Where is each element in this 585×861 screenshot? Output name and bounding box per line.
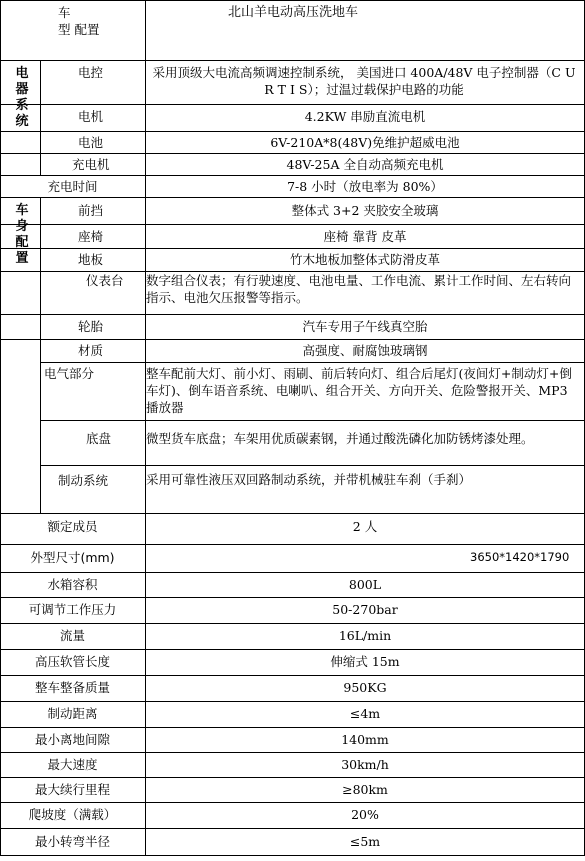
row-label-range: 最大续行里程 (34, 782, 110, 797)
row-value-dashboard: 数字组合仪表；有行驶速度、电池电量、工作电流、累计工作时间、左右转向指示、电池欠压报警等指示。 (146, 273, 572, 305)
row-value-range: ≥80km (342, 782, 388, 797)
group-electrical: 电器系统 (15, 66, 29, 129)
row-label-windshield: 前挡 (78, 203, 104, 218)
row-value-seat: 座椅 靠背 皮革 (323, 229, 407, 244)
row-value-occupants: 2 人 (352, 519, 378, 534)
row-value-tires: 汽车专用子午线真空胎 (302, 319, 428, 334)
row-label-turn-radius: 最小转弯半径 (34, 834, 110, 849)
row-label-gradient: 爬坡度（满载） (28, 807, 117, 822)
row-label-chassis: 底盘 (86, 431, 112, 446)
row-label-occupants: 额定成员 (47, 519, 98, 534)
row-value-gradient: 20% (351, 807, 379, 822)
row-value-hose: 伸缩式 15m (330, 654, 400, 669)
row-value-chassis: 微型货车底盘；车架用优质碳素钢，并通过酸洗磷化加防锈烤漆处理。 (146, 431, 534, 446)
row-label-flow: 流量 (59, 628, 85, 643)
row-label-motor: 电机 (78, 109, 104, 124)
row-label-pressure: 可调节工作压力 (28, 602, 117, 617)
row-label-dashboard: 仪表台 (86, 273, 124, 288)
row-value-tank: 800L (348, 577, 382, 592)
row-value-pressure: 50-270bar (332, 602, 398, 617)
row-label-brake-distance: 制动距离 (47, 706, 98, 721)
row-value-electrics: 整车配前大灯、前小灯、雨刷、前后转向灯、组合后尾灯(夜间灯+制动灯+倒车灯)、倒车语音系统、电喇叭、组合开关、方向开关、危险警报开关、MP3 播放器 (146, 366, 572, 415)
row-label-tires: 轮胎 (78, 319, 104, 334)
row-label-weight: 整车整备质量 (34, 680, 110, 695)
header-label-line1: 车 (58, 5, 71, 20)
header-label-line2: 型 配置 (58, 22, 100, 37)
row-label-tank: 水箱容积 (47, 577, 98, 592)
row-value-charge-time: 7-8 小时（放电率为 80%） (287, 179, 443, 194)
row-label-control: 电控 (78, 65, 104, 80)
row-label-material: 材质 (78, 343, 104, 358)
row-label-seat: 座椅 (78, 229, 104, 244)
row-value-windshield: 整体式 3+2 夹胶安全玻璃 (291, 203, 439, 218)
row-label-hose: 高压软管长度 (34, 654, 110, 669)
row-value-brake-system: 采用可靠性液压双回路制动系统，并带机械驻车刹（手刹） (146, 472, 472, 487)
row-label-floor: 地板 (78, 252, 104, 267)
page-title: 北山羊电动高压洗地车 (228, 5, 359, 20)
row-label-dimensions: 外型尺寸(mm) (30, 550, 115, 565)
row-value-motor: 4.2KW 串励直流电机 (304, 109, 426, 124)
row-value-max-speed: 30km/h (341, 757, 389, 772)
row-value-clearance: 140mm (341, 732, 389, 747)
row-label-charge-time: 充电时间 (47, 179, 98, 194)
row-value-weight: 950KG (343, 680, 387, 695)
row-value-charger: 48V-25A 全自动高频充电机 (286, 157, 444, 172)
row-value-floor: 竹木地板加整体式防滑皮革 (289, 252, 440, 267)
row-label-charger: 充电机 (72, 157, 110, 172)
row-label-max-speed: 最大速度 (47, 757, 98, 772)
row-value-turn-radius: ≤5m (349, 834, 381, 849)
group-body: 车身配置 (15, 203, 29, 266)
row-label-clearance: 最小离地间隙 (34, 732, 110, 747)
row-label-electrics: 电气部分 (44, 366, 95, 381)
row-label-battery: 电池 (78, 135, 104, 150)
row-value-dimensions: 3650*1420*1790 (470, 550, 570, 564)
row-label-brake-system: 制动系统 (58, 473, 109, 488)
row-value-material: 高强度、耐腐蚀玻璃钢 (302, 343, 428, 358)
row-value-battery: 6V-210A*8(48V)免维护超威电池 (270, 135, 460, 150)
row-value-control: 采用顶级大电流高频调速控制系统， 美国进口 400A/48V 电子控制器（C U R T I S）；过温过载保护电路的功能 (152, 65, 576, 97)
row-value-flow: 16L/min (338, 628, 392, 643)
row-value-brake-distance: ≤4m (349, 706, 381, 721)
